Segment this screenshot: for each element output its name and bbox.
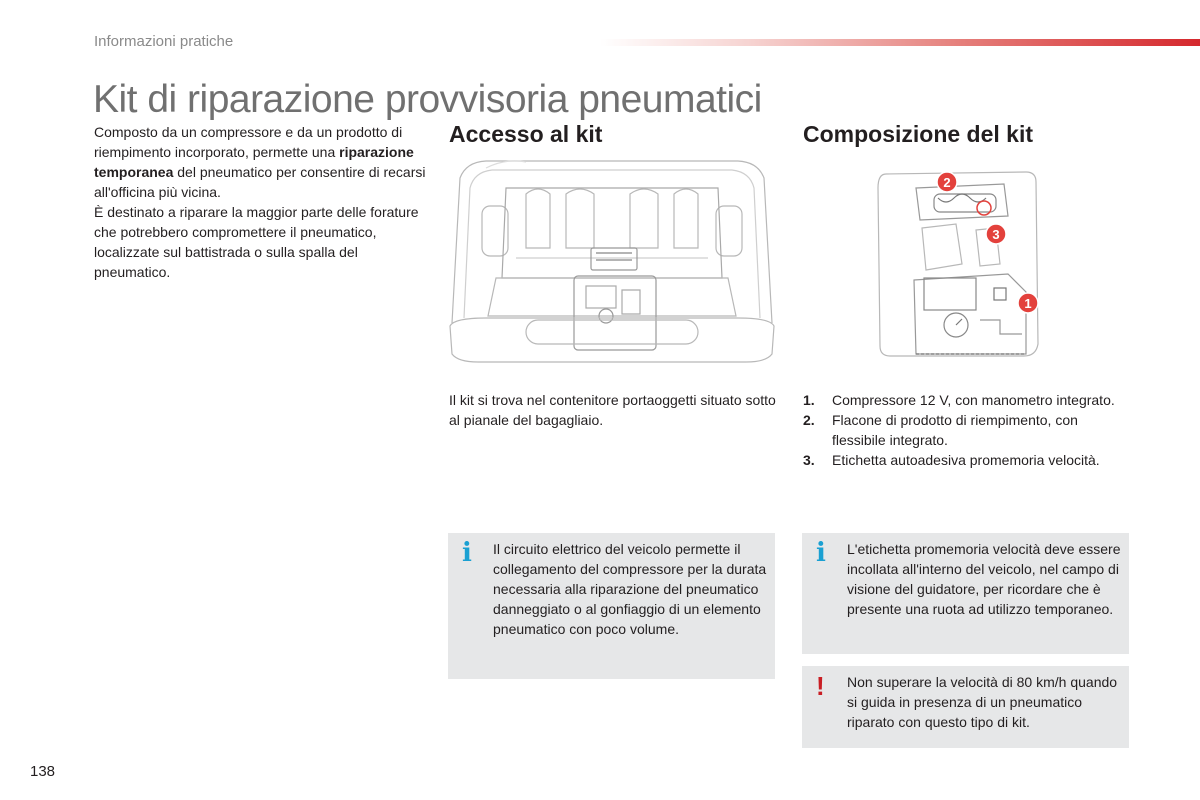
page-number: 138 (30, 763, 56, 780)
section-label: Informazioni pratiche (94, 33, 234, 50)
kit-illustration (876, 168, 1046, 360)
list-item: 1. Compressore 12 V, con manometro integrato. (803, 392, 1115, 408)
info-icon: i (816, 538, 826, 568)
svg-text:2: 2 (943, 175, 951, 190)
intro-emphasis: riparazione temporanea (94, 144, 414, 180)
warning-note-speed (802, 666, 1129, 748)
list-item: 3. Etichetta autoadesiva promemoria velocità. (803, 452, 1100, 468)
page-title: Kit di riparazione provvisoria pneumatici (93, 78, 762, 121)
callout-1-marker (1018, 293, 1038, 313)
intro-paragraph-2: È destinato a riparare la maggior parte delle forature che potrebbero compromettere il pneumatico, localizzate sul battistrada o sulla spalla del pneumatico. (94, 204, 419, 280)
info-icon: i (462, 538, 472, 568)
svg-text:1: 1 (1024, 296, 1032, 311)
access-heading: Accesso al kit (449, 121, 603, 147)
note-text: Il circuito elettrico del veicolo permette il collegamento del compressore per la durata necessaria alla riparazione del pneumatico danneggiato o al gonfiaggio di un elemento pneumatico con poco volume. (493, 541, 767, 637)
note-text: L'etichetta promemoria velocità deve essere incollata all'interno del veicolo, nel campo di visione del guidatore, per ricordare che è presente una ruota ad utilizzo temporaneo. (847, 541, 1121, 617)
list-item: 2. Flacone di prodotto di riempimento, con flessibile integrato. (803, 412, 1078, 448)
info-note-electrical (448, 533, 775, 679)
warning-icon: ! (816, 671, 825, 701)
intro-text (94, 122, 429, 282)
info-note-label (802, 533, 1129, 654)
intro-paragraph-1: Composto da un compressore e da un prodotto di riempimento incorporato, permette una riparazione temporanea del pneumatico per consentire di recarsi all'officina più vicina. (94, 124, 426, 200)
callout-2-marker (937, 172, 957, 192)
header-accent-bar (600, 39, 1200, 46)
svg-text:3: 3 (992, 227, 1000, 242)
composition-list (803, 390, 1133, 470)
kit-location-text: Il kit si trova nel contenitore portaoggetti situato sotto al pianale del bagagliaio. (449, 392, 776, 428)
composition-heading: Composizione del kit (803, 121, 1034, 147)
callout-3-marker (986, 224, 1006, 244)
note-text: Non superare la velocità di 80 km/h quando si guida in presenza di un pneumatico riparato con questo tipo di kit. (847, 674, 1118, 730)
trunk-illustration (446, 158, 778, 373)
